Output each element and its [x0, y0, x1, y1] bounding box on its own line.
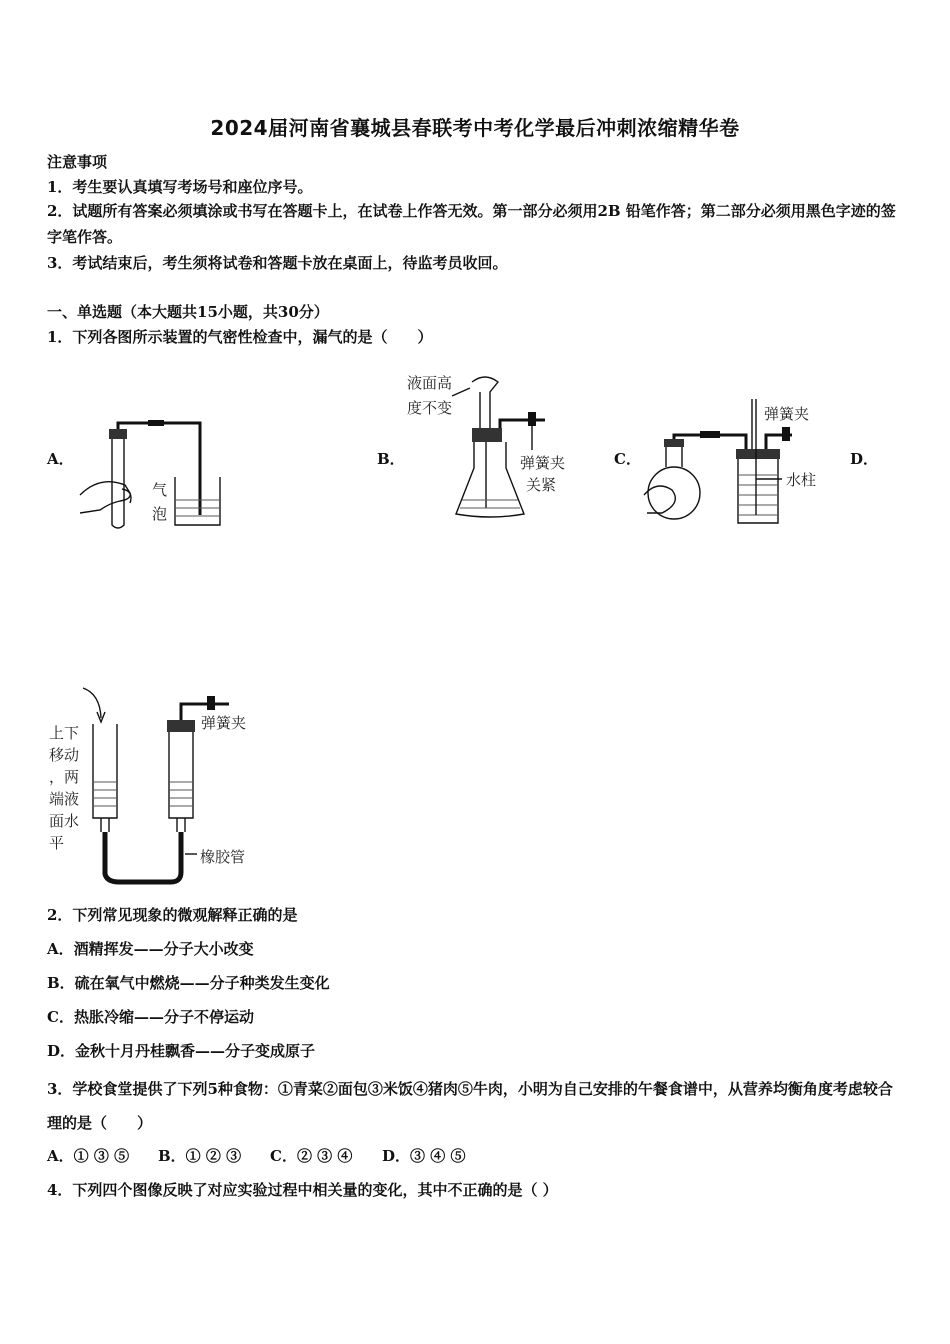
figure-d-apparatus — [45, 682, 275, 892]
q1-option-a-label: A． — [47, 450, 74, 468]
q1-option-d-label: D． — [850, 450, 879, 468]
figure-b-apparatus — [400, 368, 610, 528]
fig-d-left-2: 移动 — [49, 746, 80, 764]
fig-c-water-label: 水柱 — [786, 471, 817, 489]
q1-stem: 1．下列各图所示装置的气密性检查中，漏气的是（ ） — [47, 328, 433, 346]
q3-option-a: A．① ③ ⑤ — [47, 1147, 130, 1165]
figure-a-apparatus — [70, 415, 240, 540]
fig-d-left-3: ，两 — [49, 768, 80, 786]
notice-heading: 注意事项 — [47, 153, 108, 171]
figure-c-apparatus — [642, 395, 832, 525]
notice-item-2: 2．试题所有答案必须填涂或书写在答题卡上，在试卷上作答无效。第一部分必须用2B 铅笔作答；第二部分必须用黑色字迹的签字笔作答。 — [47, 202, 896, 246]
notice-item-3: 3．考试结束后，考生须将试卷和答题卡放在桌面上，待监考员收回。 — [47, 254, 508, 272]
fig-d-tube-label: 橡胶管 — [200, 848, 246, 866]
fig-a-label-qi: 气 — [152, 481, 168, 499]
fig-b-clamp-line1: 弹簧夹 — [520, 454, 566, 472]
notice-item-1: 1．考生要认真填写考场号和座位序号。 — [47, 178, 313, 196]
fig-d-left-4: 端液 — [49, 790, 80, 808]
q4-stem: 4．下列四个图像反映了对应实验过程中相关量的变化，其中不正确的是（ ） — [47, 1181, 558, 1199]
q2-stem: 2．下列常见现象的微观解释正确的是 — [47, 906, 298, 924]
fig-d-left-5: 面水 — [49, 812, 80, 830]
q2-option-d: D．金秋十月丹桂飘香——分子变成原子 — [47, 1042, 316, 1060]
q2-option-a: A．酒精挥发——分子大小改变 — [47, 940, 254, 958]
fig-b-clamp-line2: 关紧 — [526, 476, 557, 494]
page-title: 2024届河南省襄城县春联考中考化学最后冲刺浓缩精华卷 — [210, 116, 740, 140]
fig-b-label-line1: 液面高 — [407, 374, 453, 392]
q2-option-b: B．硫在氧气中燃烧——分子种类发生变化 — [47, 974, 330, 992]
section-heading: 一、单选题（本大题共15小题，共30分） — [47, 303, 329, 321]
q1-option-b-label: B． — [377, 450, 405, 468]
fig-d-left-1: 上下 — [49, 724, 80, 742]
fig-c-clamp-label: 弹簧夹 — [764, 405, 810, 423]
q3-stem: 3．学校食堂提供了下列5种食物：①青菜②面包③米饭④猪肉⑤牛肉，小明为自己安排的午餐食谱中，从营养均衡角度考虑较合理的是（ ） — [47, 1080, 893, 1132]
fig-d-clamp-label: 弹簧夹 — [201, 714, 247, 732]
q3-option-c: C．② ③ ④ — [270, 1147, 353, 1165]
q2-option-c: C．热胀冷缩——分子不停运动 — [47, 1008, 254, 1026]
q3-option-d: D．③ ④ ⑤ — [382, 1147, 466, 1165]
fig-d-left-6: 平 — [49, 834, 65, 852]
fig-b-label-line2: 度不变 — [407, 399, 453, 417]
q1-option-c-label: C． — [614, 450, 641, 468]
q3-option-b: B．① ② ③ — [158, 1147, 242, 1165]
fig-a-label-pao: 泡 — [152, 505, 168, 523]
